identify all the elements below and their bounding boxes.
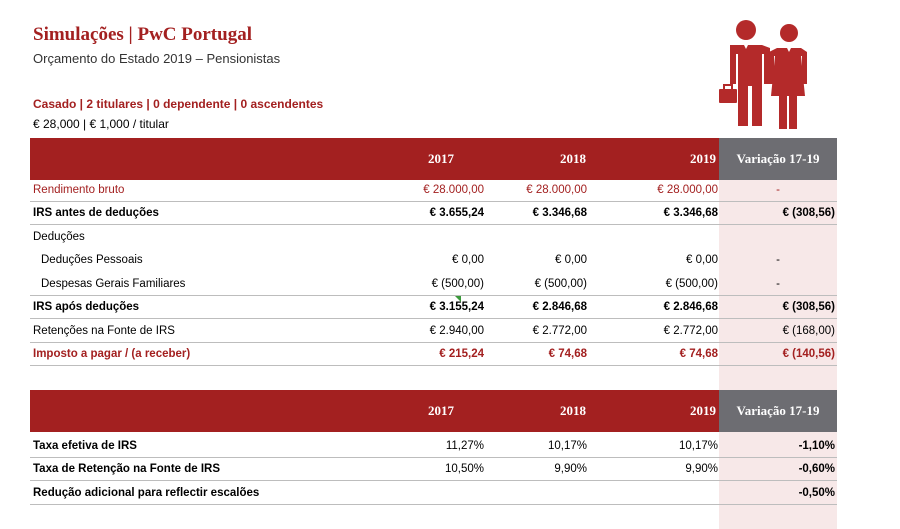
value-2018: € (500,00)	[534, 278, 587, 290]
value-2018: € 28.000,00	[526, 184, 587, 196]
value-2017: € 0,00	[452, 254, 484, 266]
value-variation: -1,10%	[798, 440, 835, 452]
value-2017: 10,50%	[444, 463, 484, 475]
table1-header	[30, 138, 837, 180]
value-2019: € 2.846,68	[663, 301, 718, 313]
value-2019: € (500,00)	[665, 278, 718, 290]
value-variation: -0,60%	[798, 463, 835, 475]
table-row	[30, 226, 837, 249]
row-label: Imposto a pagar / (a receber)	[33, 348, 191, 360]
value-2019: € 2.772,00	[663, 325, 718, 337]
table1-col-2018: 2018	[560, 151, 586, 166]
page-title: Simulações | PwC Portugal	[33, 24, 252, 45]
table-row	[30, 296, 837, 319]
table1-col-2017: 2017	[428, 151, 454, 166]
value-2019: € 74,68	[679, 348, 718, 360]
value-2019: 9,90%	[685, 463, 718, 475]
value-variation: -0,50%	[798, 487, 835, 499]
table-row	[30, 179, 837, 202]
table1-col-variation: Variação 17-19	[736, 151, 820, 166]
value-2019: € 0,00	[686, 254, 718, 266]
row-label: Deduções	[33, 231, 85, 243]
value-variation: € (168,00)	[782, 325, 835, 337]
row-label: Taxa de Retenção na Fonte de IRS	[33, 463, 221, 475]
value-2018: € 0,00	[555, 254, 587, 266]
table2-header	[30, 390, 837, 432]
value-variation: € (140,56)	[782, 348, 835, 360]
row-label: Rendimento bruto	[33, 184, 125, 196]
value-2017: € 3.655,24	[429, 207, 484, 219]
row-label: Redução adicional para reflectir escalões	[33, 487, 260, 499]
value-variation: € (308,56)	[782, 301, 835, 313]
page-subtitle: Orçamento do Estado 2019 – Pensionistas	[33, 51, 281, 66]
row-label: Deduções Pessoais	[41, 254, 143, 266]
value-variation: -	[776, 278, 780, 290]
value-2018: 9,90%	[554, 463, 587, 475]
value-2017: € 28.000,00	[423, 184, 484, 196]
table-row	[30, 458, 837, 481]
value-2017: € 215,24	[439, 348, 484, 360]
value-2018: € 2.846,68	[532, 301, 587, 313]
pensioners-couple-icon	[717, 19, 813, 131]
value-2017: € 3.155,24	[429, 301, 484, 313]
table2-col-2019: 2019	[690, 403, 716, 418]
value-2017: € (500,00)	[431, 278, 484, 290]
value-variation: -	[776, 184, 780, 196]
table-row	[30, 343, 837, 366]
row-label: Retenções na Fonte de IRS	[33, 325, 175, 337]
value-variation: € (308,56)	[782, 207, 835, 219]
value-2017: € 2.940,00	[429, 325, 484, 337]
row-label: Despesas Gerais Familiares	[41, 278, 186, 290]
table-row	[30, 482, 837, 505]
value-2018: 10,17%	[547, 440, 587, 452]
value-2017: 11,27%	[445, 440, 484, 452]
table-row	[30, 320, 837, 343]
table-row	[30, 249, 837, 272]
cell-comment-marker	[455, 296, 461, 302]
value-variation: -	[776, 254, 780, 266]
value-2019: 10,17%	[678, 440, 718, 452]
value-2018: € 2.772,00	[532, 325, 587, 337]
row-label: Taxa efetiva de IRS	[33, 440, 137, 452]
value-2019: € 28.000,00	[657, 184, 718, 196]
table2-col-2018: 2018	[560, 403, 586, 418]
table1-col-2019: 2019	[690, 151, 716, 166]
row-label: IRS após deduções	[33, 301, 140, 313]
value-2018: € 3.346,68	[532, 207, 587, 219]
row-label: IRS antes de deduções	[33, 207, 159, 219]
table2-col-variation: Variação 17-19	[736, 403, 820, 418]
table-row	[30, 435, 837, 458]
household-profile: Casado | 2 titulares | 0 dependente | 0 ascendentes	[33, 97, 324, 111]
value-2019: € 3.346,68	[663, 207, 718, 219]
table-row	[30, 273, 837, 296]
value-2018: € 74,68	[548, 348, 587, 360]
table2-col-2017: 2017	[428, 403, 454, 418]
income-summary: € 28,000 | € 1,000 / titular	[33, 117, 169, 131]
table-row	[30, 202, 837, 225]
